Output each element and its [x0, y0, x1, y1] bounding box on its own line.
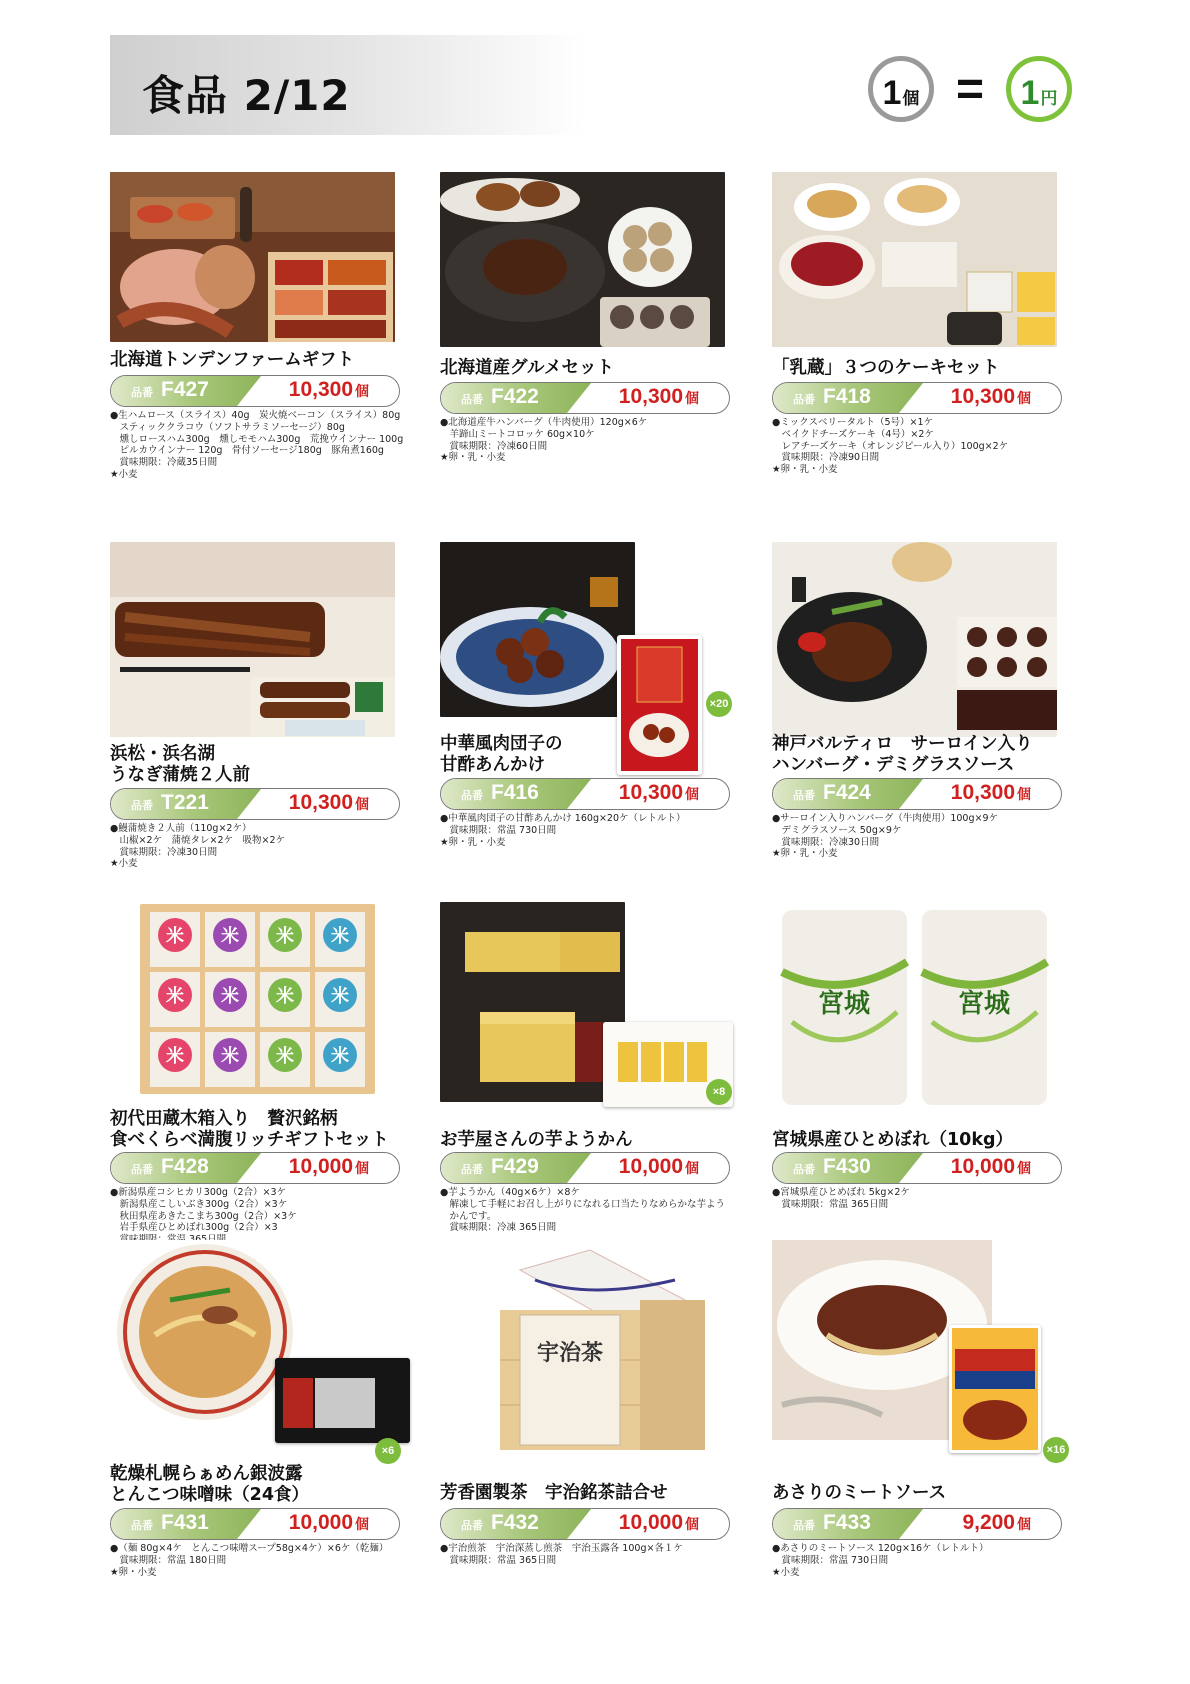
product-photo: [772, 902, 1057, 1112]
yen-number: 1: [1020, 74, 1040, 112]
price-pill: [440, 1152, 730, 1184]
rice-tile-label: 米: [276, 1046, 294, 1067]
product-price: 10,300 個: [618, 385, 699, 408]
detail-line: 賞味期限：冷凍90日間: [772, 452, 880, 464]
rice-tile-label: 米: [331, 926, 349, 947]
product-details: [440, 1543, 760, 1567]
detail-line: 賞味期限：冷凍60日間: [440, 440, 548, 452]
product-price: 9,200 個: [962, 1511, 1031, 1534]
product-details: [772, 1187, 1092, 1211]
product-code: F432: [491, 1511, 539, 1534]
detail-line: ●ミックスベリータルト（5号）×1ケ: [772, 417, 934, 428]
detail-line: ★卵・乳・小麦: [772, 464, 838, 476]
quantity-badge: ×20: [706, 691, 732, 717]
rice-box-svg: [110, 902, 395, 1097]
product-code: F430: [823, 1155, 871, 1178]
quantity-badge: ×16: [1043, 1437, 1069, 1463]
rice-tile-label: 米: [276, 926, 294, 947]
point-number: 1: [882, 74, 902, 112]
yen-unit: 円: [1040, 89, 1058, 109]
price-pill: [440, 1508, 730, 1540]
rice-tile-label: 米: [221, 1046, 239, 1067]
product-details: [772, 417, 1092, 476]
product-name: 北海道産グルメセット: [440, 358, 614, 378]
rice-tile: [150, 972, 200, 1027]
product-name: お芋屋さんの芋ようかん: [440, 1130, 633, 1150]
product-details: [110, 1187, 430, 1246]
detail-line: ★小麦: [110, 858, 138, 870]
detail-line: 賞味期限：冷凍30日間: [772, 836, 880, 848]
detail-line: 燻しロースハム300g 燻しモモハム300g 荒挽ウインナー 100g: [110, 433, 404, 445]
product-code: F416: [491, 781, 539, 804]
product-details: [110, 410, 430, 481]
rice-label-1: 宮城: [817, 989, 871, 1019]
product-details: [772, 1543, 1092, 1578]
detail-line: かんです。: [440, 1210, 497, 1222]
detail-line: デミグラスソース 50g×9ケ: [772, 824, 902, 836]
rice-tile-label: 米: [166, 926, 184, 947]
product-code: F431: [161, 1511, 209, 1534]
price-pill: [772, 1152, 1062, 1184]
price-pill: [772, 1508, 1062, 1540]
equals-sign: =: [955, 62, 984, 116]
product-code: F428: [161, 1155, 209, 1178]
product-name: 宮城県産ひとめぼれ（10kg）: [772, 1130, 1014, 1150]
rice-tile-label: 米: [166, 1046, 184, 1067]
detail-line: ★小麦: [110, 468, 138, 480]
detail-line: 賞味期限：常温 730日間: [772, 1554, 889, 1566]
price-pill: [110, 788, 400, 820]
detail-line: ●鰻蒲焼き２人前（110g×2ケ）: [110, 823, 252, 834]
product-price: 10,300 個: [618, 781, 699, 804]
detail-line: ●あさりのミートソース 120g×16ケ（レトルト）: [772, 1543, 989, 1554]
rice-tile: [205, 1032, 255, 1087]
detail-line: 岩手県産ひとめぼれ300g（2合）×3: [110, 1222, 278, 1234]
page-title: 食品 2/12: [142, 71, 351, 120]
product-price: 10,300 個: [288, 791, 369, 814]
product-name: 中華風肉団子の 甘酢あんかけ: [440, 734, 563, 775]
detail-line: 賞味期限：冷蔵35日間: [110, 457, 218, 469]
code-label: 品番: [131, 799, 153, 812]
product-price: 10,000 個: [950, 1155, 1031, 1178]
product-photo: [772, 542, 1057, 737]
detail-line: ★小麦: [772, 1566, 800, 1578]
product-details: [440, 813, 760, 848]
product-code: F433: [823, 1511, 871, 1534]
code-label: 品番: [793, 1519, 815, 1532]
tea-label: 宇治茶: [536, 1340, 604, 1366]
product-details: [440, 417, 760, 464]
code-label: 品番: [131, 386, 153, 399]
rice-tile: [315, 912, 365, 967]
product-code: F427: [161, 378, 209, 401]
detail-line: ●（麺 80g×4ケ とんこつ味噌スープ58g×4ケ）×6ケ（乾麺）: [110, 1543, 389, 1554]
rice-tile: [315, 1032, 365, 1087]
rice-label-2: 宮城: [957, 989, 1011, 1019]
price-pill: [440, 778, 730, 810]
product-name: 乾燥札幌らぁめん銀波露 とんこつ味噌味（24食）: [110, 1464, 310, 1505]
rice-tile: [205, 912, 255, 967]
rice-tile: [260, 912, 310, 967]
price-pill: [110, 1508, 400, 1540]
detail-line: ●芋ようかん（40g×6ケ）×8ケ: [440, 1187, 580, 1198]
detail-line: 賞味期限：常温 365日間: [440, 1554, 557, 1566]
detail-line: ●宮城県産ひとめぼれ 5kg×2ケ: [772, 1187, 910, 1198]
rice-tile-label: 米: [331, 986, 349, 1007]
rice-tile: [260, 972, 310, 1027]
product-name: 「乳蔵」３つのケーキセット: [772, 358, 1000, 378]
rice-tile: [260, 1032, 310, 1087]
product-photo: [440, 172, 725, 347]
point-rate: [868, 52, 1072, 126]
product-code: F422: [491, 385, 539, 408]
product-photo: [440, 1240, 725, 1455]
detail-line: 賞味期限：常温 365日間: [772, 1198, 889, 1210]
rice-tile-label: 米: [276, 986, 294, 1007]
detail-line: 解凍して手軽にお召し上がりになれる口当たりなめらかな芋よう: [440, 1198, 726, 1210]
product-package: [275, 1358, 410, 1443]
quantity-badge: ×8: [706, 1079, 732, 1105]
code-label: 品番: [793, 789, 815, 802]
code-label: 品番: [461, 789, 483, 802]
product-photo: [440, 902, 625, 1102]
product-details: [110, 1543, 430, 1578]
price-pill: [440, 382, 730, 414]
detail-line: ●北海道産牛ハンバーグ（牛肉使用）120g×6ケ: [440, 417, 648, 428]
detail-line: ベイクドチーズケーキ（4号）×2ケ: [772, 428, 934, 440]
detail-line: スティッククラコウ（ソフトサラミソーセージ）80g: [110, 421, 345, 433]
code-label: 品番: [461, 393, 483, 406]
code-label: 品番: [131, 1163, 153, 1176]
product-code: F429: [491, 1155, 539, 1178]
detail-line: 新潟県産こしいぶき300g（2合）×3ケ: [110, 1198, 288, 1210]
rice-tile: [150, 1032, 200, 1087]
detail-line: 賞味期限：冷凍30日間: [110, 846, 218, 858]
rice-tile: [205, 972, 255, 1027]
product-code: F418: [823, 385, 871, 408]
product-photo: [110, 542, 395, 737]
product-photo: [110, 902, 395, 1097]
point-circle: [868, 56, 934, 122]
code-label: 品番: [461, 1163, 483, 1176]
code-label: 品番: [793, 1163, 815, 1176]
rice-tile-label: 米: [166, 986, 184, 1007]
product-name: 浜松・浜名湖 うなぎ蒲焼２人前: [110, 744, 250, 785]
detail-line: ★卵・小麦: [110, 1566, 157, 1578]
detail-line: ピルカウインナー 120g 骨付ソーセージ180g 豚角煮160g: [110, 445, 384, 457]
detail-line: ●新潟県産コシヒカリ300g（2合）×3ケ: [110, 1187, 287, 1198]
detail-line: 賞味期限：常温 730日間: [440, 824, 557, 836]
product-price: 10,300 個: [950, 781, 1031, 804]
product-name: 芳香園製茶 宇治銘茶詰合せ: [440, 1483, 668, 1503]
product-photo: [772, 172, 1057, 347]
product-package: [949, 1325, 1041, 1453]
product-details: [110, 823, 430, 870]
detail-line: レアチーズケーキ（オレンジピール入り）100g×2ケ: [772, 440, 1009, 452]
point-unit: 個: [902, 89, 920, 109]
price-pill: [772, 778, 1062, 810]
price-pill: [110, 375, 400, 407]
product-price: 10,300 個: [950, 385, 1031, 408]
detail-line: ●生ハムロース（スライス）40g 炭火焼ベーコン（スライス）80g: [110, 410, 401, 421]
product-photo: [440, 542, 635, 717]
product-code: T221: [161, 791, 209, 814]
rice-tile: [150, 912, 200, 967]
detail-line: ★卵・乳・小麦: [440, 452, 506, 464]
rice-tile: [315, 972, 365, 1027]
detail-line: 秋田県産あきたこまち300g（2合）×3ケ: [110, 1210, 297, 1222]
product-price: 10,000 個: [618, 1155, 699, 1178]
yen-circle: [1006, 56, 1072, 122]
detail-line: ●宇治煎茶 宇治深蒸し煎茶 宇治玉露各 100g×各１ケ: [440, 1543, 683, 1554]
code-label: 品番: [793, 393, 815, 406]
price-pill: [772, 382, 1062, 414]
detail-line: ●中華風肉団子の甘酢あんかけ 160g×20ケ（レトルト）: [440, 813, 686, 824]
product-name: 初代田蔵木箱入り 贅沢銘柄 食べくらべ満腹リッチギフトセット: [110, 1109, 389, 1150]
product-price: 10,000 個: [288, 1155, 369, 1178]
code-label: 品番: [131, 1519, 153, 1532]
product-details: [440, 1187, 760, 1234]
product-price: 10,300 個: [288, 378, 369, 401]
rice-tile-label: 米: [221, 926, 239, 947]
price-pill: [110, 1152, 400, 1184]
rice-tile-label: 米: [331, 1046, 349, 1067]
detail-line: 山椒×2ケ 蒲焼タレ×2ケ 吸物×2ケ: [110, 834, 286, 846]
detail-line: 羊蹄山ミートコロッケ 60g×10ケ: [440, 428, 595, 440]
product-photo: [110, 172, 395, 342]
product-price: 10,000 個: [288, 1511, 369, 1534]
code-label: 品番: [461, 1519, 483, 1532]
product-price: 10,000 個: [618, 1511, 699, 1534]
product-name: 北海道トンデンファームギフト: [110, 350, 355, 370]
product-name: あさりのミートソース: [772, 1483, 947, 1503]
quantity-badge: ×6: [375, 1438, 401, 1464]
rice-tile-label: 米: [221, 986, 239, 1007]
detail-line: ★卵・乳・小麦: [772, 848, 838, 860]
detail-line: 賞味期限：冷凍 365日間: [440, 1222, 557, 1234]
detail-line: ●サーロイン入りハンバーグ（牛肉使用）100g×9ケ: [772, 813, 999, 824]
product-details: [772, 813, 1092, 860]
product-name: 神戸バルティロ サーロイン入り ハンバーグ・デミグラスソース: [772, 734, 1033, 775]
detail-line: 賞味期限：常温 180日間: [110, 1554, 227, 1566]
detail-line: ★卵・乳・小麦: [440, 836, 506, 848]
product-code: F424: [823, 781, 871, 804]
header-bar: [110, 35, 585, 135]
